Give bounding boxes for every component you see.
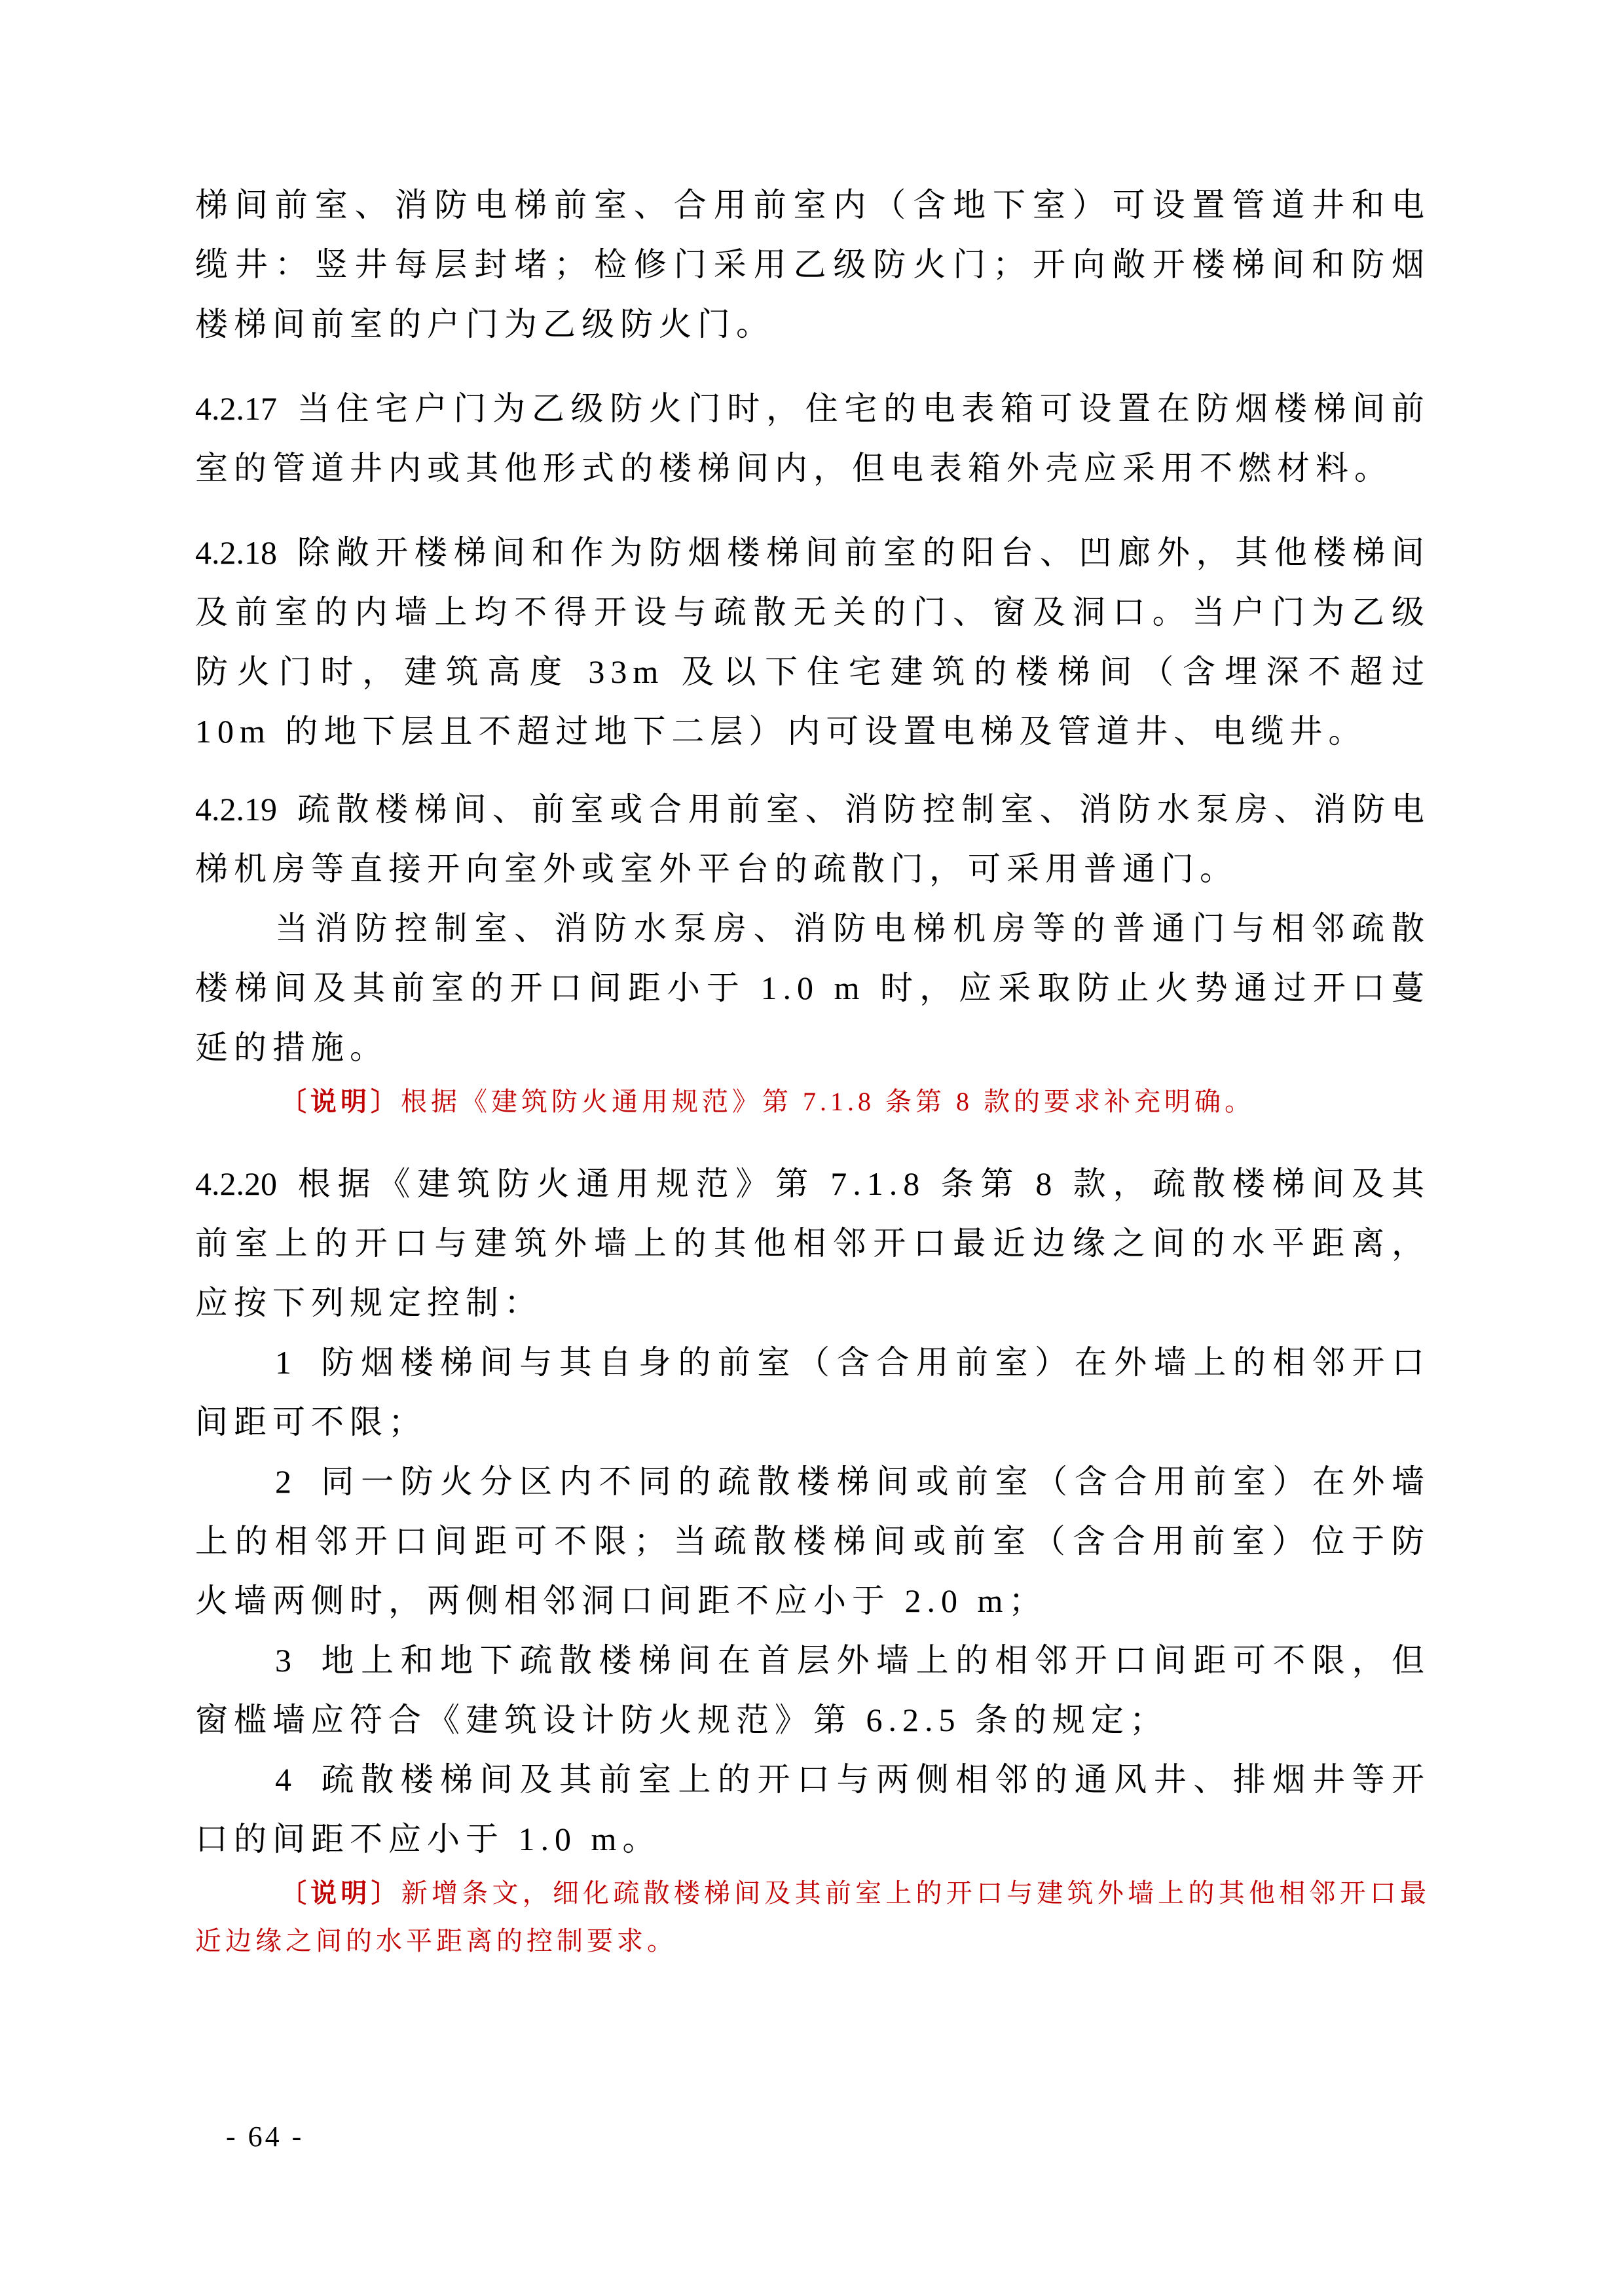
section-4-2-19-paragraph-2 — [195, 899, 1430, 1078]
note-text: 根据《建筑防火通用规范》第 7.1.8 条第 8 款的要求补充明确。 — [401, 1087, 1255, 1116]
paragraph-text: 当消防控制室、消防水泵房、消防电梯机房等的普通门与相邻疏散楼梯间及其前室的开口间距小于 1.0 m 时，应采取防止火势通过开口蔓延的措施。 — [195, 910, 1430, 1066]
section-text: 根据《建筑防火通用规范》第 7.1.8 条第 8 款，疏散楼梯间及其前室上的开口与建筑外墙上的其他相邻开口最近边缘之间的水平距离，应按下列规定控制： — [195, 1165, 1430, 1321]
paragraph-continued-text: 梯间前室、消防电梯前室、合用前室内（含地下室）可设置管道井和电缆井：竖井每层封堵；检修门采用乙级防火门；开向敞开楼梯间和防烟楼梯间前室的户门为乙级防火门。 — [195, 187, 1430, 342]
list-item-number: 4 — [275, 1761, 291, 1798]
list-item-number: 2 — [275, 1463, 291, 1500]
note-label: 〔说明〕 — [280, 1087, 401, 1116]
list-item-2 — [195, 1452, 1430, 1631]
note-annotation-1 — [195, 1078, 1430, 1125]
section-4-2-19 — [195, 780, 1430, 899]
section-number: 4.2.19 — [195, 791, 277, 828]
section-text: 疏散楼梯间、前室或合用前室、消防控制室、消防水泵房、消防电梯机房等直接开向室外或室外平台的疏散门，可采用普通门。 — [195, 791, 1430, 887]
paragraph-continued — [195, 175, 1430, 354]
list-item-number: 1 — [275, 1344, 291, 1381]
section-4-2-17 — [195, 379, 1430, 498]
note-label: 〔说明〕 — [280, 1878, 401, 1908]
content-area — [195, 175, 1430, 1965]
list-item-text: 同一防火分区内不同的疏散楼梯间或前室（含合用前室）在外墙上的相邻开口间距可不限；当疏散楼梯间或前室（含合用前室）位于防火墙两侧时，两侧相邻洞口间距不应小于 2.0 m； — [195, 1463, 1430, 1619]
note-annotation-2 — [195, 1869, 1430, 1965]
list-item-4 — [195, 1750, 1430, 1869]
section-text: 当住宅户门为乙级防火门时，住宅的电表箱可设置在防烟楼梯间前室的管道井内或其他形式的楼梯间内，但电表箱外壳应采用不燃材料。 — [195, 390, 1430, 486]
list-item-3 — [195, 1631, 1430, 1750]
list-item-text: 防烟楼梯间与其自身的前室（含合用前室）在外墙上的相邻开口间距可不限； — [195, 1344, 1430, 1440]
section-number: 4.2.18 — [195, 534, 277, 571]
note-text: 新增条文，细化疏散楼梯间及其前室上的开口与建筑外墙上的其他相邻开口最近边缘之间的水平距离的控制要求。 — [195, 1878, 1431, 1956]
section-number: 4.2.20 — [195, 1165, 277, 1202]
footer-page-number: - 64 - — [226, 2121, 304, 2153]
section-number: 4.2.17 — [195, 390, 277, 427]
section-4-2-18 — [195, 523, 1430, 761]
section-text: 除敞开楼梯间和作为防烟楼梯间前室的阳台、凹廊外，其他楼梯间及前室的内墙上均不得开设与疏散无关的门、窗及洞口。当户门为乙级防火门时，建筑高度 33m 及以下住宅建筑的楼梯间（含埋深不超过 10m 的地下层且不超过地下二层）内可设置电梯及管道井、电缆井。 — [195, 534, 1430, 750]
section-4-2-20 — [195, 1154, 1430, 1333]
list-item-text: 地上和地下疏散楼梯间在首层外墙上的相邻开口间距可不限，但窗槛墙应符合《建筑设计防火规范》第 6.2.5 条的规定； — [195, 1642, 1430, 1738]
list-item-1 — [195, 1333, 1430, 1452]
list-item-number: 3 — [275, 1642, 291, 1679]
list-item-text: 疏散楼梯间及其前室上的开口与两侧相邻的通风井、排烟井等开口的间距不应小于 1.0 m。 — [195, 1761, 1430, 1857]
